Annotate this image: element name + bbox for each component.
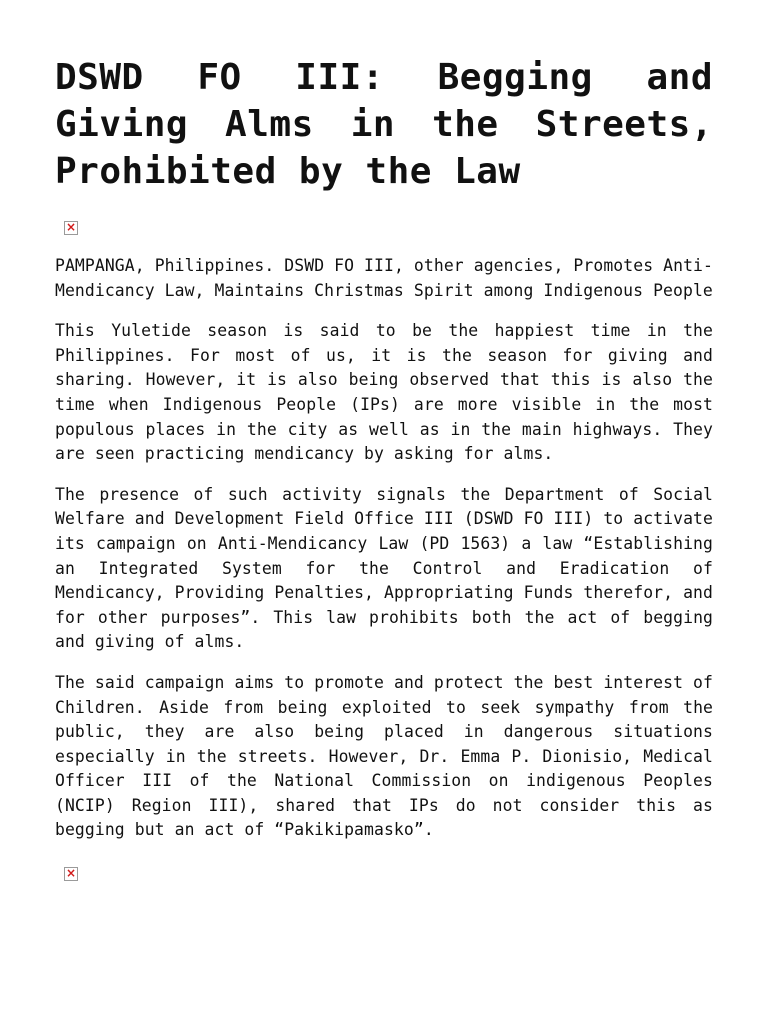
article-dateline: PAMPANGA, Philippines. DSWD FO III, other agencies, Promotes Anti-Mendicancy Law, Maintains Christmas Spirit among Indigenous People — [55, 256, 713, 300]
article-paragraph-3: The said campaign aims to promote and protect the best interest of Children. Aside from being exploited to seek sympathy from the public, they are also being placed in dangerous situations especially in the streets. However, Dr. Emma P. Dionisio, Medical Officer III of the National Commission on indigenous Peoples (NCIP) Region III), shared that IPs do not consider this as begging but an act of “Pakikipamasko”. — [55, 672, 713, 840]
broken-image-icon — [64, 867, 78, 881]
article-paragraph-2: The presence of such activity signals the Department of Social Welfare and Development Field Office III (DSWD FO III) to activate its campaign on Anti-Mendicancy Law (PD 1563) a law “Establishing an Integrated System for the Control and Eradication of Mendicancy, Providing Penalties, Appropriating Funds therefor, and for other purposes”. This law prohibits both the act of begging and giving of alms. — [55, 484, 713, 652]
article-title: DSWD FO III: Begging and Giving Alms in the Streets, Prohibited by the Law — [55, 57, 713, 192]
article — [55, 54, 713, 881]
article-paragraph-1: This Yuletide season is said to be the happiest time in the Philippines. For most of us, it is the season for giving and sharing. However, it is also being observed that this is also the time when Indigenous People (IPs) are more visible in the most populous places in the city as well as in the main highways. They are seen practicing mendicancy by asking for alms. — [55, 321, 713, 464]
broken-image-icon — [64, 221, 78, 235]
